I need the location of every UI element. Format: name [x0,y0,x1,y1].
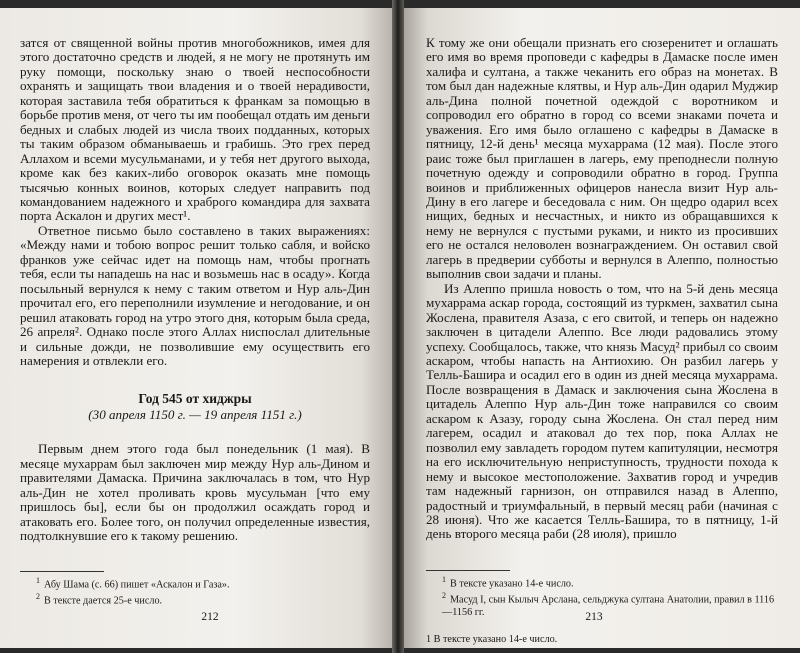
paragraph: затся от священной войны против многобожников, имея для этого достаточно средств и людей, я не могу не протянуть им руку помощи, поскольку знаю о твоей неспособности охранять и защищать твои владения и о твоей нерадивости, которая заставила тебя обратиться к франкам за помощью в борьбе против меня, от чего ты им пообещал отдать им деньги бедных и слабых людей из числа твоих подданных, которых ты таким образом обманываешь и грабишь. Это грех перед Аллахом и всеми мусульманами, и у тебя нет другого выхода, кроме как без каких-либо оговорок оказать мне помощь тысячью конных воинов, которых следует направить под командованием надежного и храброго командира для захвата порта Аскалон и других мест¹. [20,35,370,224]
paragraph: К тому же они обещали признать его сюзеренитет и оглашать его имя во время проповеди с кафедры в Дамаске после имен халифа и султана, а также чеканить его образ на монетах. В том был дан надежные клятвы, и Нур аль-Дин одарил Муджир аль-Дина полной почетной одеждой с воротником и сопроводил его обратно в город со всеми знаками почета и уважения. Его имя было оглашено с кафедры в Дамаске в пятницу, 12-й день¹ месяца мухаррама (12 мая). После этого раис тоже был приглашен в лагерь, ему преподнесли полную почетную одежду и сопроводили обратно в город. Группа воинов и приближенных офицеров нанесла визит Нур аль-Дину в его лагере и беседовала с ним. Он щедро одарил всех нищих, бедных и несчастных, и никто из обращавшихся к нему не вернулся с пустыми руками, и никто из просивших его не остался неловолен вознаграждением. Он оставил свой лагерь в предверии субботы и вернулся в Алеппо, полностью выполнив свои задачи и планы. [426,35,778,282]
year-range: (30 апреля 1150 г. — 19 апреля 1151 г.) [88,407,302,423]
footnote-mark: 1 [36,576,40,585]
right-text-column [426,36,778,542]
footnote-mark: 2 [442,591,446,601]
footnote-text: В тексте указано 14-е число. [450,578,574,590]
book-gutter [392,0,404,653]
footnote-text: Абу Шама (с. 66) пишет «Аскалон и Газа». [44,579,230,591]
right-page [404,8,800,648]
year-heading: Год 545 от хиджры [138,391,252,407]
footnote-rule [20,571,104,572]
footnote-mark: 1 [442,575,446,584]
footnote [20,575,370,591]
footnote-text: В тексте указано 14-е число. [433,634,558,645]
footnote-text: В тексте дается 25-е число. [44,595,163,607]
footnote [426,574,778,590]
footnote-mark: 2 [36,592,40,602]
left-page [0,8,392,648]
bottom-footnote [426,634,778,646]
year-heading-block [20,391,370,422]
page-number: 212 [201,611,219,623]
footnote-mark: 1 [426,634,432,645]
footnote [20,591,370,607]
footnote-rule [426,570,510,571]
page-number: 213 [585,611,603,623]
left-footnotes [20,571,370,608]
paragraph: Ответное письмо было составлено в таких выражениях: «Между нами и тобою вопрос решит только сабля, и войско франков уже сейчас идет на помощь нам, чтобы прогнать тебя, если ты нападешь на нас и возьмешь нас в осаду». Когда посыльный вернулся к нему с таким ответом и Нур аль-Дин прочитал его, его переполнили изумление и негодование, и он решил атаковать город на утро этого дня, которым была среда, 26 апреля². Однако после этого Аллах ниспослал длительные и сильные дожди, не позволившие ему осуществить его намерения и отвлекли его. [20,222,370,368]
paragraph: Первым днем этого года был понедельник (1 мая). В месяце мухаррам был заключен мир между Нур аль-Дином и правителями Дамаска. Причина заключалась в том, что Нур аль-Дин не хотел проливать кровь мусульман [что ему пришлось бы], если бы он продолжил осаждать город и атаковать его. Более того, он получил определенные известия, подтолкнувшие его к такому решению. [20,441,370,544]
paragraph: Из Алеппо пришла новость о том, что на 5-й день месяца мухаррама аскар города, состоящий из туркмен, захватил сына Жослена, правителя Азаза, с его свитой, и теперь он надежно заключен в цитадели Алеппо. Все люди радовались этому успеху. Сообщалось, также, что князь Масуд² прибыл со своим аскаром, чтобы напасть на Антиохию. Он разбил лагерь у Телль-Башира и осадил его в один из дней месяца мухаррама. После возвращения в Дамаск и заключения сына Жослена в цитадель Алеппо Нур аль-Дин тоже направился со своим аскаром к Азазу, городу сына Жослена. Он стал перед ним лагерем, осадил и атаковал до тех пор, пока Аллах не позволил ему завладеть городом путем капитуляции, несмотря на его исключительную неприступность, трудности похода к нему и высокое местоположение. Захватив город и учредив там надежный гарнизон, он отправился назад в Алеппо, радостный и триумфальный, в первый месяц раби (начиная с 28 июня). Что же касается Телль-Башира, то в пятницу, 1-й день второго месяца раби (28 июля), пришло [426,280,779,542]
left-text-column [20,36,370,544]
footnote-text: Масуд I, сын Кылыч Арслана, сельджука султана Анатолии, правил в 1116—1156 гг. [442,594,775,618]
